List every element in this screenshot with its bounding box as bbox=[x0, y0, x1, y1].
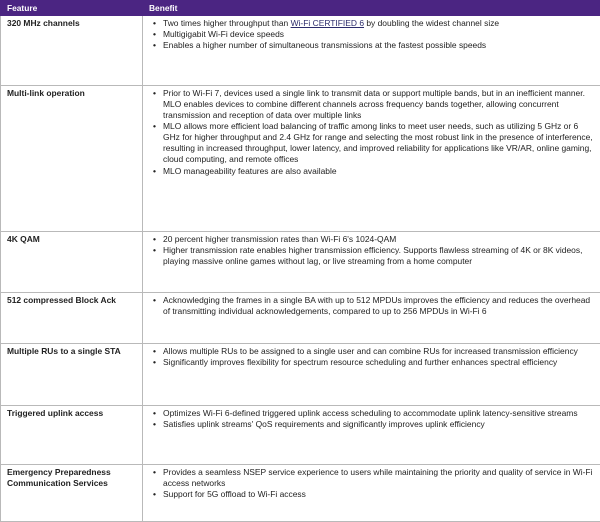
benefit-list bbox=[151, 346, 594, 368]
benefit-cell bbox=[143, 231, 600, 292]
table-row bbox=[1, 16, 600, 86]
benefit-text: Support for 5G offload to Wi-Fi access bbox=[163, 488, 306, 499]
benefit-item bbox=[151, 29, 594, 40]
benefit-list bbox=[151, 88, 594, 177]
benefit-text: Higher transmission rate enables higher transmission efficiency. Supports flawless streaming of 4K or 8K videos, playing massive online games without lag, or live streaming from a home computer bbox=[163, 245, 583, 267]
benefit-item bbox=[151, 346, 594, 357]
wifi-certified-6-link[interactable]: Wi-Fi CERTIFIED 6 bbox=[290, 18, 365, 28]
benefit-text: Prior to Wi-Fi 7, devices used a single link to transmit data or support multiple bands, but in an inefficient manner. MLO enables devices to combine different channels across frequency bands together, allowing concurrent transmission and reception of data over multiple links bbox=[163, 87, 585, 121]
feature-cell: Emergency Preparedness Communication Services bbox=[1, 464, 143, 521]
benefit-text: Allows multiple RUs to be assigned to a single user and can combine RUs for increased transmission efficiency bbox=[163, 346, 578, 357]
feature-cell: Triggered uplink access bbox=[1, 405, 143, 464]
benefit-item bbox=[151, 419, 594, 430]
benefit-item bbox=[151, 166, 594, 177]
benefit-cell bbox=[143, 16, 600, 86]
benefit-text: Enables a higher number of simultaneous transmissions at the fastest possible speeds bbox=[163, 40, 487, 51]
feature-cell: 4K QAM bbox=[1, 231, 143, 292]
benefit-list bbox=[151, 234, 594, 267]
benefit-item bbox=[151, 88, 594, 121]
benefit-text: 20 percent higher transmission rates than Wi-Fi 6's 1024-QAM bbox=[163, 233, 397, 244]
benefit-list bbox=[151, 295, 594, 317]
table-row bbox=[1, 405, 600, 464]
benefit-item bbox=[151, 408, 594, 419]
benefit-cell bbox=[143, 405, 600, 464]
table-row bbox=[1, 231, 600, 292]
feature-cell: 320 MHz channels bbox=[1, 16, 143, 86]
benefit-list bbox=[151, 18, 594, 51]
benefit-item bbox=[151, 121, 594, 165]
benefit-item bbox=[151, 295, 594, 317]
header-row bbox=[1, 1, 600, 16]
table-row bbox=[1, 464, 600, 521]
column-header-feature: Feature bbox=[1, 1, 143, 16]
benefit-text: Provides a seamless NSEP service experience to users while maintaining the priority and quality of service in Wi-Fi access networks bbox=[163, 466, 593, 488]
table-body bbox=[1, 16, 600, 522]
benefit-cell bbox=[143, 344, 600, 405]
benefit-item bbox=[151, 489, 594, 500]
table-row bbox=[1, 293, 600, 344]
benefit-text: Satisfies uplink streams' QoS requirements and significantly improves uplink efficiency bbox=[163, 418, 485, 429]
benefit-text: Two times higher throughput than bbox=[163, 18, 291, 28]
benefit-text: MLO allows more efficient load balancing of traffic among links to meet user needs, such as utilizing 5 GHz or 6 GHz for higher throughput and 2.4 GHz for range and selecting the most robust link in the presence of interference, resulting in increased throughput, lower latency, and improved reliability for applications like VR/AR, online gaming, cloud computing, and remote offices bbox=[163, 121, 593, 165]
benefit-cell bbox=[143, 85, 600, 231]
benefit-item bbox=[151, 40, 594, 51]
table-row bbox=[1, 344, 600, 405]
benefit-cell bbox=[143, 464, 600, 521]
benefit-list bbox=[151, 467, 594, 500]
benefit-list bbox=[151, 408, 594, 430]
feature-cell: Multiple RUs to a single STA bbox=[1, 344, 143, 405]
feature-cell: Multi-link operation bbox=[1, 85, 143, 231]
benefit-text: by doubling the widest channel size bbox=[364, 18, 500, 28]
benefit-text: Acknowledging the frames in a single BA with up to 512 MPDUs improves the efficiency and reduces the overhead of transmitting individual acknowledgements, compared to up to 256 MPDUs in Wi-Fi 6 bbox=[163, 295, 591, 317]
column-header-benefit: Benefit bbox=[143, 1, 600, 16]
benefit-text: Optimizes Wi-Fi 6-defined triggered uplink access scheduling to accommodate uplink latency-sensitive streams bbox=[163, 407, 578, 418]
benefit-item bbox=[151, 467, 594, 489]
benefit-cell bbox=[143, 293, 600, 344]
table-row bbox=[1, 85, 600, 231]
benefit-text: MLO manageability features are also available bbox=[163, 165, 337, 176]
benefit-text: Multigigabit Wi-Fi device speeds bbox=[163, 29, 284, 40]
benefit-text: Significantly improves flexibility for spectrum resource scheduling and further enhances spectral efficiency bbox=[163, 357, 558, 368]
benefit-item bbox=[151, 234, 594, 245]
table-header bbox=[1, 1, 600, 16]
benefit-item bbox=[151, 245, 594, 267]
benefit-item bbox=[151, 18, 594, 29]
benefit-item bbox=[151, 357, 594, 368]
feature-cell: 512 compressed Block Ack bbox=[1, 293, 143, 344]
